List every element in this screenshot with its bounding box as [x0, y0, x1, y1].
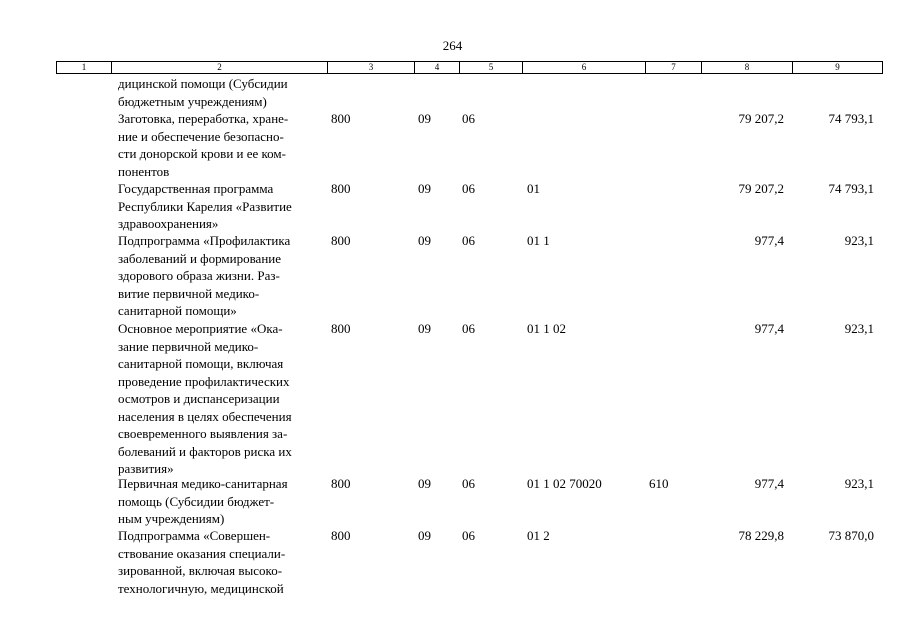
row-name	[118, 320, 326, 478]
row-name-line: санитарной помощи»	[118, 303, 237, 318]
row-name-line: Республики Карелия «Развитие	[118, 198, 292, 214]
row-name-line: зированной, включая высоко-	[118, 563, 283, 578]
column-header-2: 2	[112, 62, 328, 74]
row-name-line: здорового образа жизни. Раз-	[118, 268, 280, 283]
row-name-line: дицинской помощи (Субсидии	[118, 76, 288, 91]
row-col-4: 09	[418, 181, 431, 196]
row-name	[118, 232, 326, 320]
column-header-table	[56, 61, 883, 74]
row-col-6: 01 1 02 70020	[527, 476, 602, 491]
row-col-8: 79 207,2	[738, 111, 784, 126]
row-name	[118, 110, 326, 180]
column-header-5: 5	[460, 62, 523, 74]
row-name-line: болеваний и факторов риска их	[118, 443, 292, 459]
row-col-5: 06	[462, 528, 475, 543]
row-col-3: 800	[331, 321, 351, 336]
column-header-9: 9	[793, 62, 883, 74]
row-col-5: 06	[462, 111, 475, 126]
column-header-4: 4	[415, 62, 460, 74]
row-col-8: 977,4	[754, 233, 784, 248]
row-col-8: 977,4	[754, 476, 784, 491]
row-name-line: Подпрограмма «Совершен-	[118, 528, 271, 543]
row-name-line: заболеваний и формирование	[118, 250, 282, 266]
row-col-4: 09	[418, 528, 431, 543]
row-col-8: 977,4	[754, 321, 784, 336]
row-col-9: 74 793,1	[828, 111, 874, 126]
row-name-line: ным учреждениям)	[118, 511, 225, 526]
row-name-line: своевременного выявления за-	[118, 426, 288, 441]
row-col-8: 78 229,8	[738, 528, 784, 543]
row-name-line: понентов	[118, 163, 170, 179]
row-col-7: 610	[649, 476, 669, 491]
row-col-6: 01	[527, 181, 540, 196]
row-col-6: 01 2	[527, 528, 550, 543]
row-col-9: 923,1	[844, 476, 874, 491]
row-col-5: 06	[462, 321, 475, 336]
row-col-9: 74 793,1	[828, 181, 874, 196]
row-name	[118, 527, 326, 597]
row-col-9: 923,1	[844, 233, 874, 248]
row-col-4: 09	[418, 321, 431, 336]
row-name-line: сти донорской крови и ее ком-	[118, 146, 286, 161]
row-name-line: ствование оказания специали-	[118, 545, 286, 561]
row-name-line: населения в целях обеспечения	[118, 408, 292, 424]
row-col-3: 800	[331, 111, 351, 126]
row-name-line: Первичная медико-санитарная	[118, 476, 288, 491]
row-name-line: проведение профилактических	[118, 373, 290, 389]
row-name-line: зание первичной медико-	[118, 338, 259, 354]
row-name-line: ние и обеспечение безопасно-	[118, 128, 284, 144]
row-name-line: Заготовка, переработка, хране-	[118, 111, 289, 126]
row-col-6: 01 1 02	[527, 321, 566, 336]
row-name	[118, 475, 326, 528]
row-col-5: 06	[462, 476, 475, 491]
row-col-4: 09	[418, 233, 431, 248]
row-col-3: 800	[331, 476, 351, 491]
row-name-line: технологичную, медицинской	[118, 580, 284, 596]
column-header-7: 7	[646, 62, 702, 74]
row-col-5: 06	[462, 181, 475, 196]
row-name-line: помощь (Субсидии бюджет-	[118, 493, 275, 509]
row-col-9: 923,1	[844, 321, 874, 336]
row-name	[118, 180, 326, 233]
row-col-8: 79 207,2	[738, 181, 784, 196]
row-name-line: Основное мероприятие «Ока-	[118, 321, 283, 336]
column-header-3: 3	[328, 62, 415, 74]
row-name-line: здравоохранения»	[118, 216, 219, 231]
page-number: 264	[442, 38, 463, 53]
row-col-9: 73 870,0	[828, 528, 874, 543]
column-header-8: 8	[702, 62, 793, 74]
row-col-4: 09	[418, 111, 431, 126]
row-name-line: санитарной помощи, включая	[118, 356, 284, 371]
row-name-line: витие первичной медико-	[118, 285, 260, 301]
row-col-3: 800	[331, 528, 351, 543]
row-col-3: 800	[331, 233, 351, 248]
column-header-6: 6	[523, 62, 646, 74]
row-name-line: Государственная программа	[118, 181, 274, 196]
row-col-4: 09	[418, 476, 431, 491]
row-name-line: осмотров и диспансеризации	[118, 391, 280, 406]
column-header-1: 1	[57, 62, 112, 74]
row-col-3: 800	[331, 181, 351, 196]
row-name-line: бюджетным учреждениям)	[118, 93, 267, 109]
row-col-6: 01 1	[527, 233, 550, 248]
row-col-5: 06	[462, 233, 475, 248]
row-name	[118, 75, 326, 110]
column-header-row	[57, 62, 883, 74]
row-name-line: развития»	[118, 461, 174, 476]
row-name-line: Подпрограмма «Профилактика	[118, 233, 291, 248]
